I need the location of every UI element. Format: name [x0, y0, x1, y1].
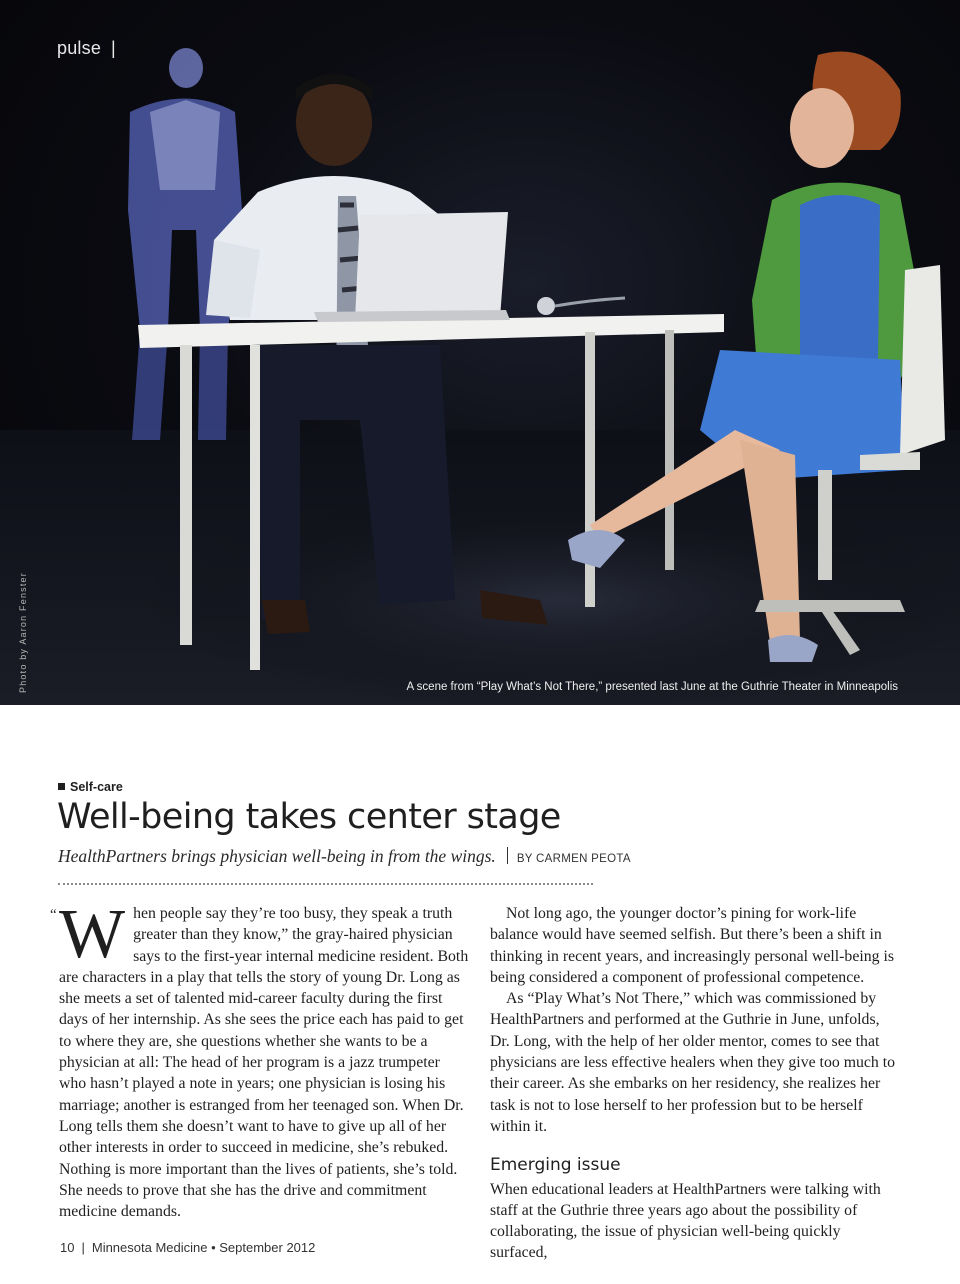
right-column — [490, 903, 900, 1264]
kicker-square-icon — [58, 783, 65, 790]
photo-caption: A scene from “Play What’s Not There,” presented last June at the Guthrie Theater in Minneapolis — [406, 681, 898, 693]
section-tag-label: pulse — [57, 38, 102, 58]
opening-quote-mark: “ — [50, 907, 57, 923]
deck-text: HealthPartners brings physician well-being in from the wings. — [58, 846, 496, 866]
footer-separator: | — [81, 1240, 85, 1255]
deck-separator — [507, 847, 508, 864]
paragraph-text: hen people say they’re too busy, they speak a truth greater than they know,” the gray-haired physician says to the first-year internal medicine resident. Both are characters in a play that tells the story of young Dr. Long as she meets a set of talented mid-career faculty during the first days of her internship. As she sees the price each has paid to get to where they are, she questions whether she wants to be a physician at all: The head of her program is a jazz trumpeter who hasn’t played a note in years; one physician is losing his marriage; another is estranged from her teenaged son. When Dr. Long tells them she doesn’t want to have to give up all of her other interests in order to succeed in medicine, she’s rebuked. Nothing is more important than the lives of patients, she’s told. She needs to prove that she has the drive and commitment medicine demands. — [59, 905, 469, 1221]
body-paragraph: When educational leaders at HealthPartners were talking with staff at the Guthrie three years ago about the possibility of collaborating, the issue of physician well-being quickly surfaced, — [490, 1180, 881, 1262]
body-paragraph: As “Play What’s Not There,” which was commissioned by HealthPartners and performed at the Guthrie in June, unfolds, Dr. Long, with the help of her older mentor, comes to see that physicians are less effective healers when they give too much to their career. As she embarks on her residency, she realizes her task is not to lose herself to her profession but to be herself within it. — [490, 990, 896, 1135]
photo-credit: Photo by Aaron Fenster — [18, 572, 28, 693]
section-tag-divider: | — [111, 38, 116, 58]
section-tag — [57, 38, 116, 59]
publication-info: Minnesota Medicine • September 2012 — [91, 1240, 316, 1255]
page-number: 10 — [60, 1240, 75, 1255]
drop-cap: W — [59, 896, 126, 973]
article-headline: Well-being takes center stage — [57, 797, 561, 837]
stethoscope-on-desk — [537, 297, 625, 315]
article-deck — [58, 846, 631, 867]
body-paragraph — [59, 896, 469, 1222]
article-kicker — [58, 780, 123, 794]
body-paragraph: Not long ago, the younger doctor’s pining for work-life balance would have seemed selfish. But there’s been a shift in thinking in recent years, and increasingly personal well-being is being considered a component of professional competence. — [490, 905, 895, 986]
section-subhead: Emerging issue — [490, 1155, 621, 1176]
dotted-divider — [58, 883, 593, 885]
page-footer — [60, 1240, 315, 1255]
byline: BY CARMEN PEOTA — [516, 853, 631, 865]
left-column — [59, 896, 469, 1222]
kicker-label: Self-care — [70, 780, 123, 794]
